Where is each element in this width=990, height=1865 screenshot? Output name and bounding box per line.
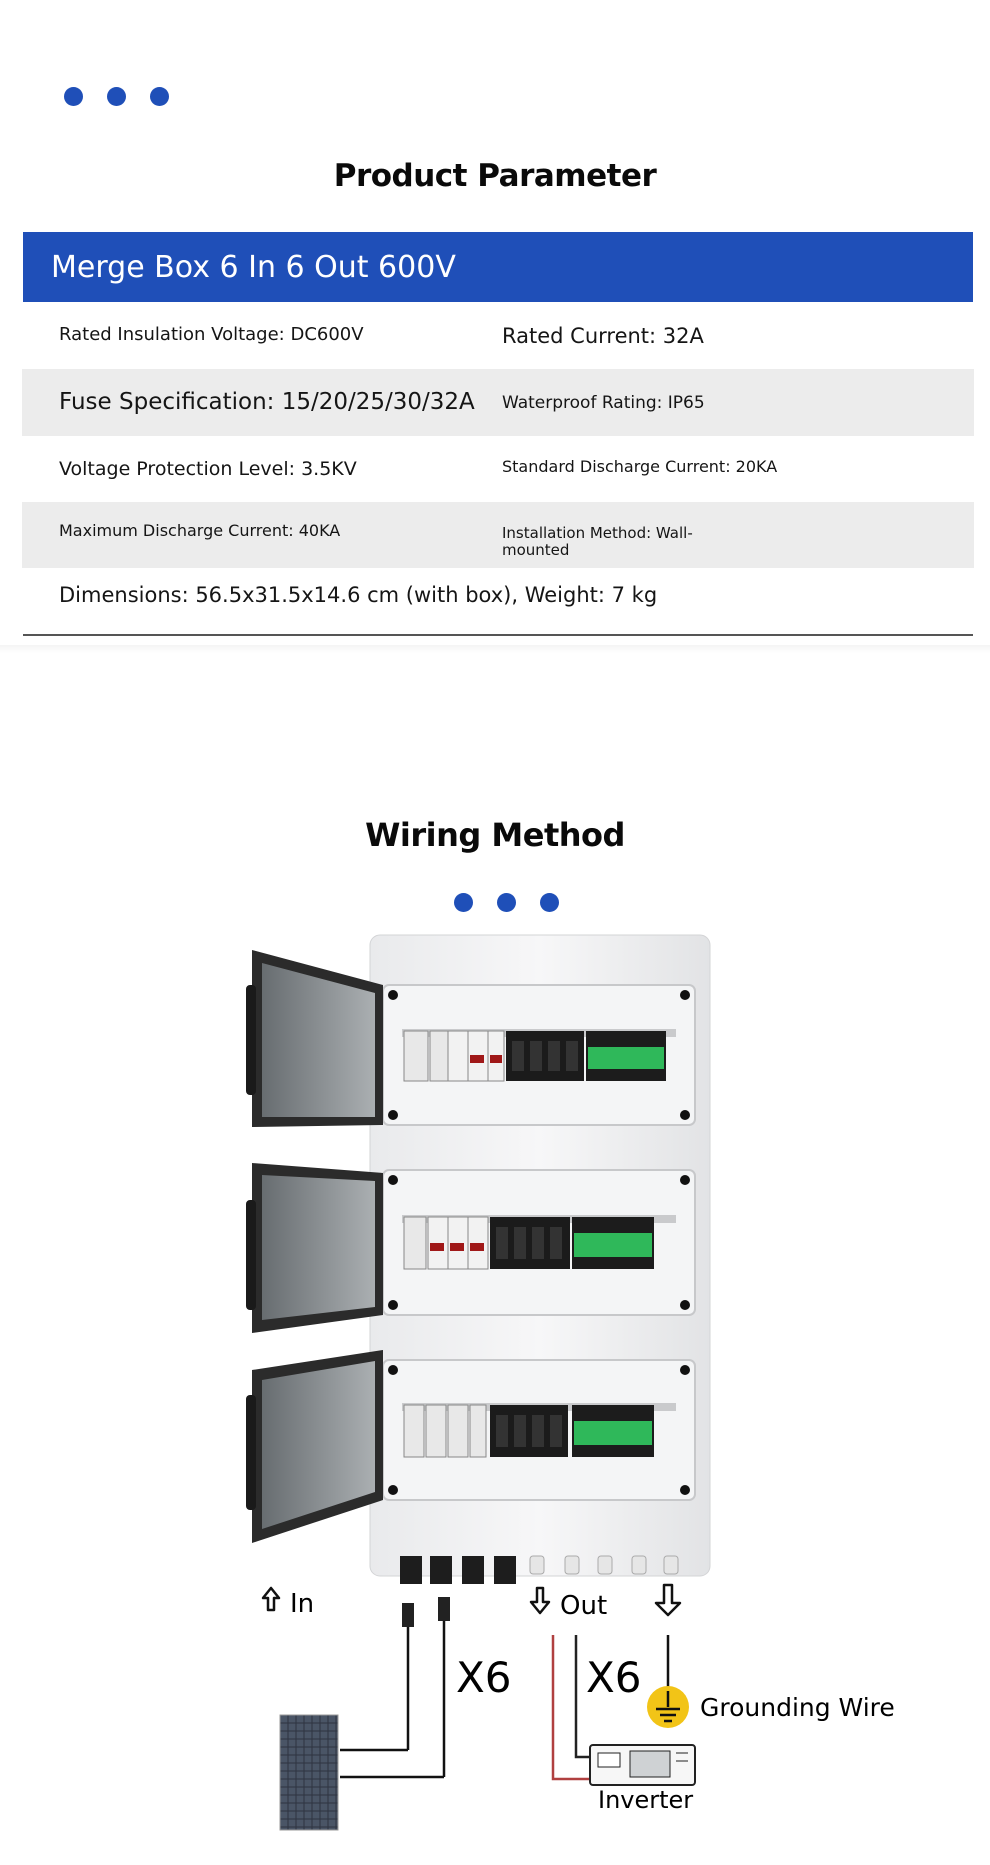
in-arrow-icon [263,1588,279,1610]
decorative-dots-top [64,87,169,106]
compartment-1 [383,985,695,1125]
param-rated-current: Rated Current: 32A [502,324,704,348]
door-3 [246,1350,383,1543]
breakers-row-2 [404,1217,654,1269]
dot-icon [150,87,169,106]
solar-panel-icon [280,1715,338,1830]
wiring-diagram [0,915,990,1865]
param-insulation-voltage: Rated Insulation Voltage: DC600V [59,324,364,345]
table-bottom-divider [23,634,973,636]
param-row-5 [22,569,974,633]
compartment-3 [383,1360,695,1500]
ground-symbol-icon [647,1686,689,1728]
door-1 [246,950,383,1127]
param-row-2 [22,369,974,436]
param-voltage-protection: Voltage Protection Level: 3.5KV [59,458,357,480]
label-x6-right: X6 [586,1653,642,1702]
param-row-3 [22,437,974,501]
param-installation-line2: mounted [502,541,570,559]
mc4-plug-right [438,1597,450,1621]
dot-icon [64,87,83,106]
param-standard-discharge: Standard Discharge Current: 20KA [502,457,778,476]
label-out: Out [560,1591,608,1621]
label-grounding-wire: Grounding Wire [700,1693,895,1722]
dot-icon [497,893,516,912]
door-2 [246,1163,383,1333]
dot-icon [454,893,473,912]
label-x6-left: X6 [456,1653,512,1702]
section-shadow [0,645,990,653]
param-waterproof: Waterproof Rating: IP65 [502,393,705,413]
label-inverter: Inverter [598,1786,694,1814]
wiring-method-title: Wiring Method [365,816,625,854]
param-dimensions-weight: Dimensions: 56.5x31.5x14.6 cm (with box), Weight: 7 kg [59,583,658,607]
product-parameter-title: Product Parameter [333,158,657,194]
decorative-dots-wiring [454,893,559,912]
out-arrow-icon [531,1588,549,1613]
param-max-discharge: Maximum Discharge Current: 40KA [59,521,341,540]
output-cables [553,1635,590,1779]
dot-icon [540,893,559,912]
dot-icon [107,87,126,106]
product-banner: Merge Box 6 In 6 Out 600V [23,232,973,302]
breakers-row-3 [404,1405,654,1457]
param-installation-line1: Installation Method: Wall- [502,524,693,542]
input-cables [340,1605,444,1777]
param-row-4 [22,502,974,568]
breakers-row-1 [404,1031,666,1081]
inverter-icon [590,1745,695,1785]
compartment-2 [383,1170,695,1315]
label-in: In [290,1589,315,1619]
ground-arrow-icon [656,1585,680,1615]
param-row-1 [22,302,974,368]
param-fuse-spec: Fuse Specification: 15/20/25/30/32A [59,389,475,415]
mc4-plug-left [402,1603,414,1627]
